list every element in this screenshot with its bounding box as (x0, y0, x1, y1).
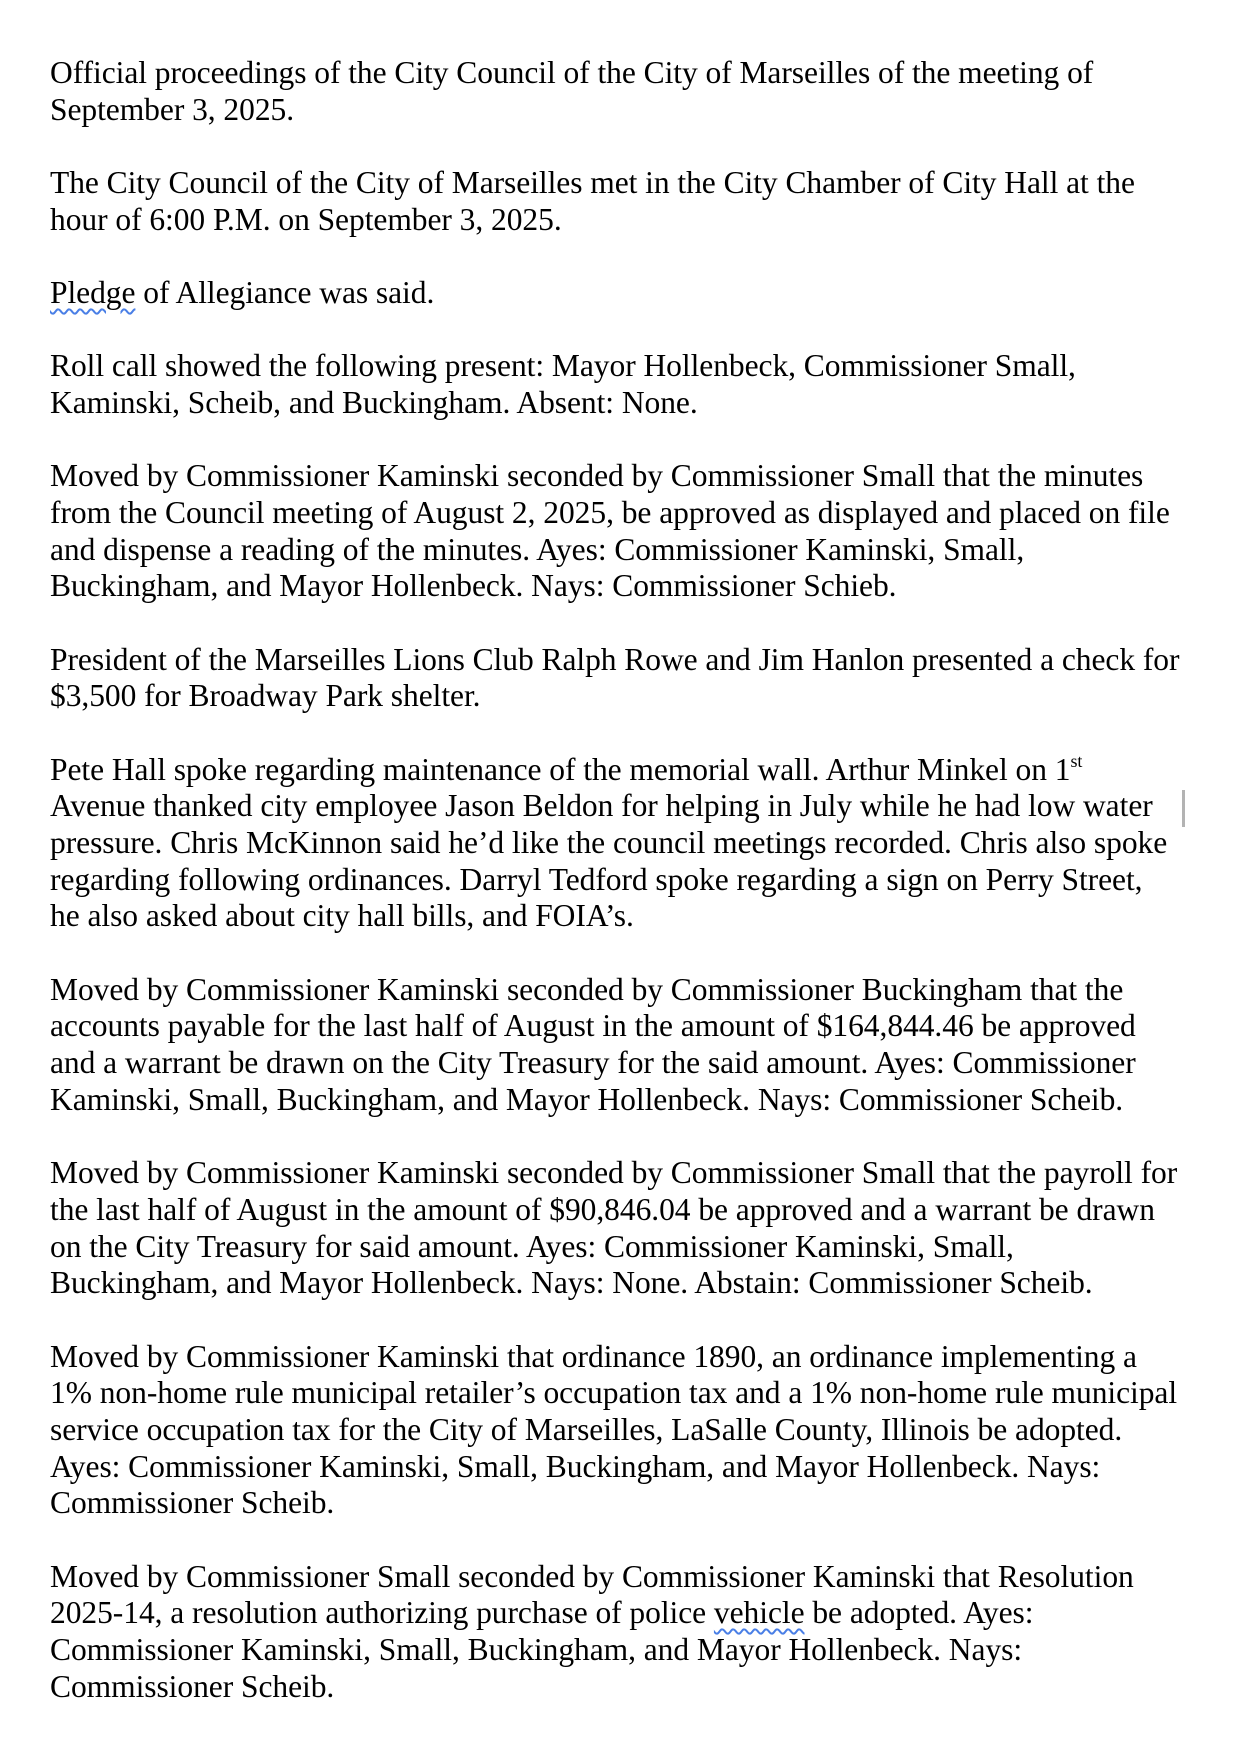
spellcheck-flagged-word[interactable]: Pledge (50, 275, 136, 311)
text-fragment: be adopted. Ayes: (804, 1595, 1034, 1631)
text-line: Official proceedings of the City Council of the City of Marseilles of the meeting of (50, 55, 1094, 90)
text-line (50, 752, 1240, 789)
text-fragment: 2025-14, a resolution authorizing purchase of police (50, 1595, 714, 1631)
paragraph-resolution-2025-14 (50, 1559, 1240, 1706)
document-page[interactable] (50, 55, 1240, 1742)
text-line: Moved by Commissioner Kaminski seconded by Commissioner Buckingham that the (50, 971, 1124, 1007)
text-line: Moved by Commissioner Small seconded by Commissioner Kaminski that Resolution (50, 1558, 1134, 1594)
text-line: Avenue thanked city employee Jason Beldon for helping in July while he had low water (50, 788, 1153, 824)
text-line: Commissioner Scheib. (50, 1485, 335, 1521)
text-line (50, 1595, 1240, 1632)
paragraph-ordinance-1890 (50, 1339, 1240, 1522)
text-line: and dispense a reading of the minutes. Ayes: Commissioner Kaminski, Small, (50, 531, 1025, 567)
text-fragment: of Allegiance was said. (135, 275, 435, 311)
text-line: $3,500 for Broadway Park shelter. (50, 678, 481, 714)
text-line: Roll call showed the following present: Mayor Hollenbeck, Commissioner Small, (50, 348, 1076, 384)
text-line: Moved by Commissioner Kaminski that ordinance 1890, an ordinance implementing a (50, 1338, 1137, 1374)
paragraph-payroll (50, 1155, 1240, 1302)
paragraph-roll-call (50, 348, 1240, 421)
ordinal-superscript: st (1070, 750, 1083, 771)
text-line: September 3, 2025. (50, 91, 295, 127)
text-line: Kaminski, Small, Buckingham, and Mayor Hollenbeck. Nays: Commissioner Scheib. (50, 1081, 1124, 1117)
text-line: service occupation tax for the City of Marseilles, LaSalle County, Illinois be adopted. (50, 1411, 1123, 1447)
text-line: pressure. Chris McKinnon said he’d like the council meetings recorded. Chris also spoke (50, 825, 1168, 861)
spellcheck-flagged-word[interactable]: vehicle (713, 1595, 805, 1631)
text-fragment: Pete Hall spoke regarding maintenance of the memorial wall. Arthur Minkel on 1 (50, 751, 1071, 787)
text-line: Buckingham, and Mayor Hollenbeck. Nays: Commissioner Schieb. (50, 568, 897, 604)
paragraph-pledge (50, 275, 1240, 312)
paragraph-public-comment (50, 752, 1240, 935)
text-line: on the City Treasury for said amount. Ayes: Commissioner Kaminski, Small, (50, 1228, 1014, 1264)
text-line: President of the Marseilles Lions Club Ralph Rowe and Jim Hanlon presented a check for (50, 641, 1180, 677)
text-line (50, 275, 1240, 312)
text-line: Ayes: Commissioner Kaminski, Small, Buckingham, and Mayor Hollenbeck. Nays: (50, 1448, 1101, 1484)
text-line: Commissioner Kaminski, Small, Buckingham, and Mayor Hollenbeck. Nays: (50, 1631, 1023, 1667)
paragraph-header (50, 55, 1240, 128)
text-line: he also asked about city hall bills, and FOIA’s. (50, 898, 634, 934)
text-cursor (1182, 790, 1185, 827)
text-line: regarding following ordinances. Darryl Tedford spoke regarding a sign on Perry Street, (50, 861, 1143, 897)
text-line: hour of 6:00 P.M. on September 3, 2025. (50, 201, 562, 237)
paragraph-accounts-payable (50, 972, 1240, 1119)
text-line: 1% non-home rule municipal retailer’s occupation tax and a 1% non-home rule municipal (50, 1375, 1178, 1411)
text-line: and a warrant be drawn on the City Treasury for the said amount. Ayes: Commissioner (50, 1045, 1136, 1081)
text-line: from the Council meeting of August 2, 2025, be approved as displayed and placed on file (50, 495, 1170, 531)
text-line: Moved by Commissioner Kaminski seconded by Commissioner Small that the payroll for (50, 1155, 1178, 1191)
text-line: accounts payable for the last half of August in the amount of $164,844.46 be approved (50, 1008, 1136, 1044)
text-line: Kaminski, Scheib, and Buckingham. Absent: None. (50, 385, 698, 421)
text-line: The City Council of the City of Marseilles met in the City Chamber of City Hall at the (50, 165, 1135, 201)
text-line: Moved by Commissioner Kaminski seconded by Commissioner Small that the minutes (50, 458, 1144, 494)
text-line: Buckingham, and Mayor Hollenbeck. Nays: None. Abstain: Commissioner Scheib. (50, 1265, 1093, 1301)
paragraph-minutes-motion (50, 458, 1240, 605)
text-line: the last half of August in the amount of $90,846.04 be approved and a warrant be drawn (50, 1191, 1155, 1227)
paragraph-meeting-info (50, 165, 1240, 238)
text-line: Commissioner Scheib. (50, 1668, 335, 1704)
paragraph-lions-club (50, 642, 1240, 715)
